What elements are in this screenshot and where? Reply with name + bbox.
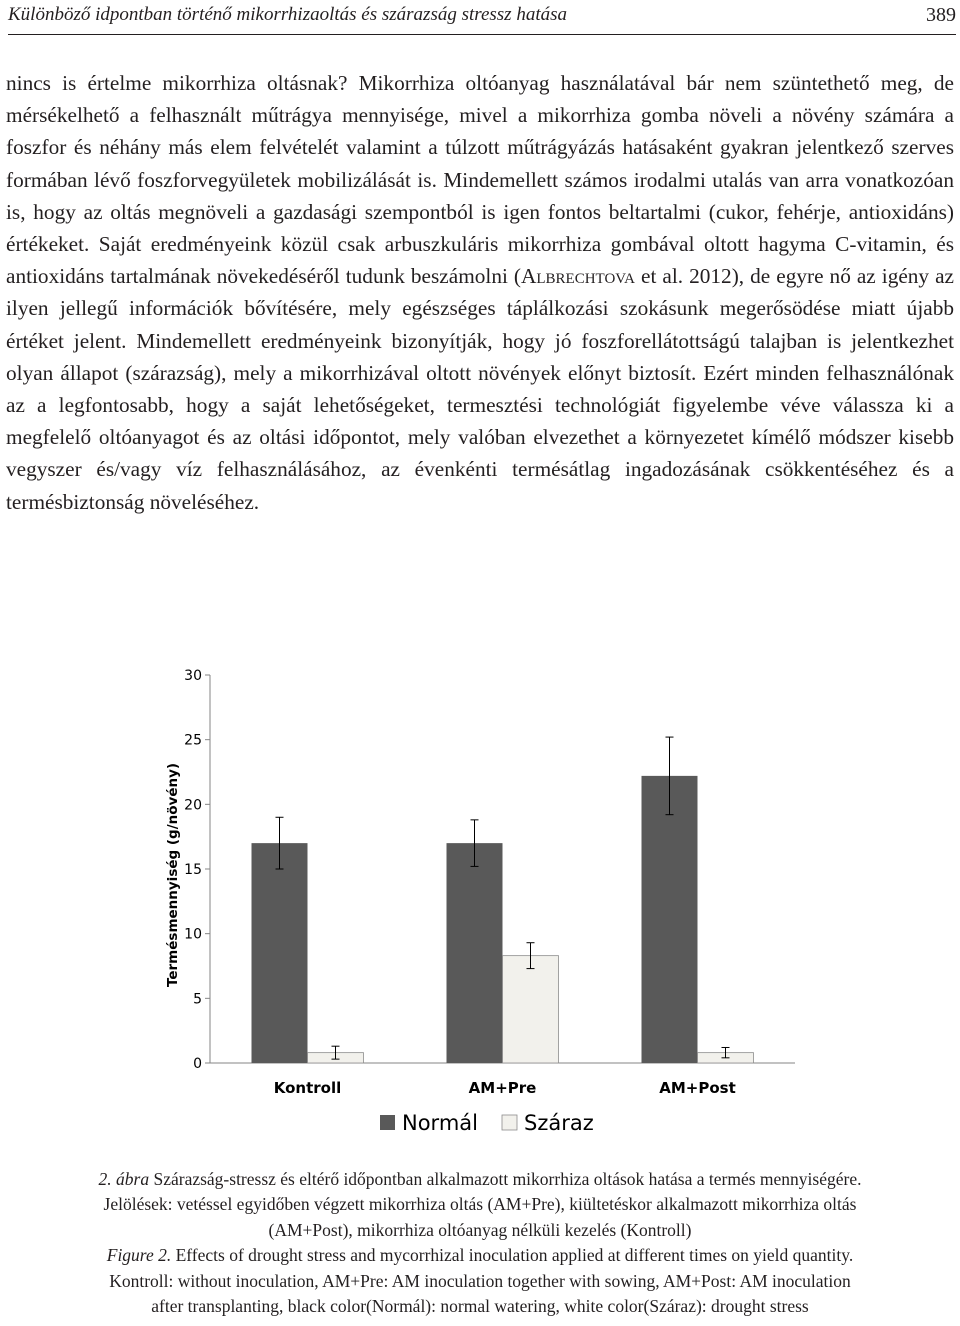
running-header — [8, 4, 956, 34]
caption-en-label: Figure 2. — [106, 1245, 172, 1266]
y-tick-label: 10 — [184, 926, 202, 943]
caption-hu-line-1 — [0, 1167, 960, 1192]
y-tick-label: 30 — [184, 668, 202, 684]
y-tick-label: 15 — [184, 862, 202, 878]
caption-en-title: Effects of drought stress and mycorrhizal inoculation applied at different times on yield quantity. — [171, 1245, 854, 1266]
legend-swatch — [502, 1115, 517, 1130]
caption-en-line-3: after transplanting, black color(Normál): normal watering, white color(Száraz): drought stress — [151, 1296, 809, 1317]
x-tick-label: AM+Pre — [468, 1079, 537, 1097]
running-title: Különböző idpontban történő mikorrhizaoltás és szárazság stressz hatása — [8, 4, 567, 25]
body-text-part-2: et al. 2012), de egyre nő az igény az ilyen jellegű információk bővítésére, mely egészséges táplálkozási szokásunk megerősödése miatt újabb értéket jelent. Mindemellett eredményeink bizonyítják, hogy jó foszforellátottságú talajban is jelentkezhet olyan állapot (szárazság), mely a mikorrhizával oltott növények előnyt biztosít. Ezért minden felhasználónak az a legfontosabb, hogy a saját lehetőségeket, termesztési technológiát figyelembe véve válassza ki a megfelelő oltóanyagot és az oltási időpontot, mely valóban elvezethet a környezetet kímélő módszer kisebb vegyszer és/vagy víz felhasználásához, az évenkénti termésátlag ingadozásának csökkentéséhez és a termésbiztonság növeléséhez. — [6, 264, 955, 514]
y-tick-label: 20 — [184, 797, 202, 814]
y-tick-label: 0 — [193, 1056, 202, 1072]
bar — [642, 776, 698, 1063]
caption-en-line-1 — [0, 1243, 960, 1268]
body-text-part-1: nincs is értelme mikorrhiza oltásnak? Mikorrhiza oltóanyag használatával bár nem szüntethető meg, de mérsékelhető a felhasznált műtrágya mennyisége, mivel a mikorrhiza gomba növeli a növény számára a foszfor és néhány más elem felvételét valamint a túlzott műtrágyázás hatásaként gyakran jelentkező szerves formában lévő foszforvegyületek mobilizálását is. Mindemellett számos irodalmi utalás van arra vonatkozóan is, hogy az oltás megnöveli a gazdasági szempontból is igen fontos beltartalmi (cukor, fehérje, antioxidáns) értékeket. Saját eredményeink közül csak arbuszkuláris mikorrhiza gombával oltott hagyma C-vitamin, és antioxidáns tartalmának növekedéséről tudunk beszámolni ( — [6, 71, 954, 289]
figure-caption — [0, 1167, 960, 1319]
y-tick-label: 25 — [184, 732, 202, 749]
bar — [503, 956, 559, 1063]
chart-legend — [380, 1111, 594, 1135]
caption-hu-line-3: (AM+Post), mikorrhiza oltóanyag nélküli kezelés (Kontroll) — [268, 1219, 692, 1240]
yield-bar-chart — [150, 660, 810, 1150]
x-tick-labels — [274, 1079, 736, 1097]
bar — [252, 843, 308, 1063]
x-tick-label: AM+Post — [659, 1079, 736, 1097]
caption-en-line-2: Kontroll: without inoculation, AM+Pre: AM inoculation together with sowing, AM+Post: AM inoculation — [109, 1270, 851, 1291]
legend-swatch — [380, 1115, 395, 1130]
legend-label: Normál — [402, 1111, 478, 1135]
body-paragraph — [6, 67, 954, 518]
caption-hu-title: Szárazság-stressz és eltérő időpontban alkalmazott mikorrhiza oltások hatása a termés mennyiségére. — [149, 1169, 862, 1189]
x-tick-label: Kontroll — [273, 1079, 342, 1097]
legend-label: Száraz — [524, 1111, 594, 1135]
chart-bars — [252, 776, 754, 1063]
caption-hu-label: 2. ábra — [98, 1169, 150, 1189]
header-rule — [8, 34, 956, 35]
page-number: 389 — [926, 4, 956, 26]
body-text — [6, 67, 954, 518]
y-axis-label: Termésmennyiség (g/növény) — [165, 762, 181, 988]
y-tick-label: 5 — [193, 991, 202, 1008]
y-tick-labels — [184, 668, 202, 1072]
caption-hu-line-2: Jelölések: vetéssel egyidőben végzett mikorrhiza oltás (AM+Pre), kiültetéskor alkalmazott mikorrhiza oltás — [103, 1194, 857, 1215]
bar — [447, 843, 503, 1063]
citation-author: Albrechtova — [521, 264, 636, 289]
